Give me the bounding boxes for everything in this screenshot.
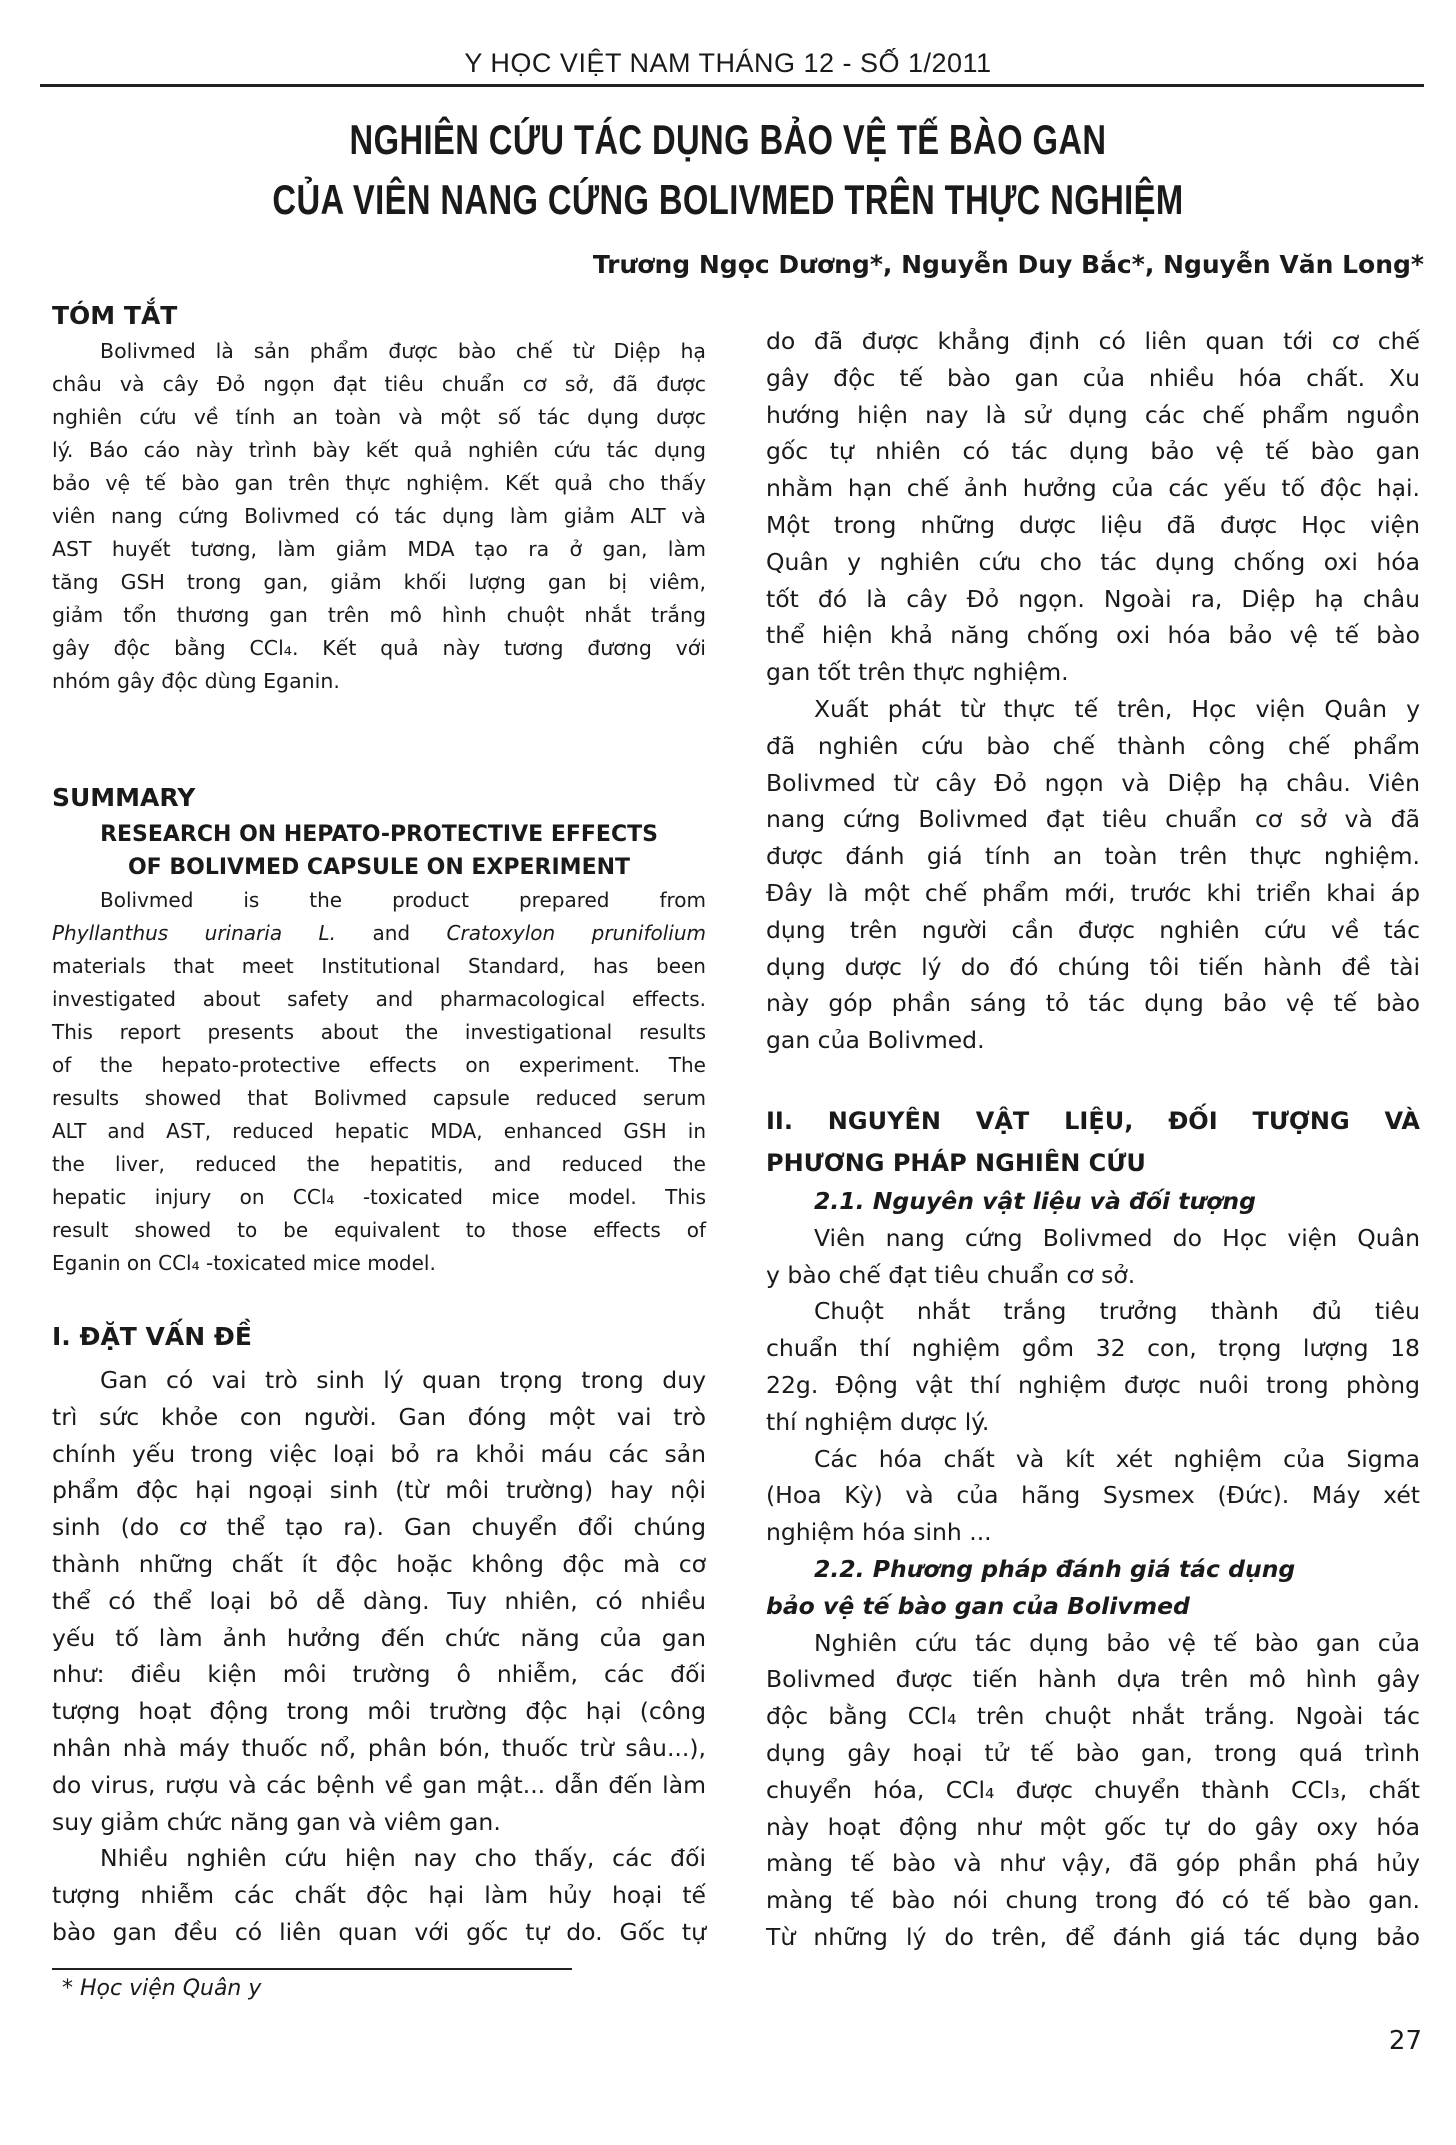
text-line: sinh (do cơ thể tạo ra). Gan chuyển đổi chúng [52,1513,706,1542]
section-2-text [766,1183,1420,1956]
running-header: Y HỌC VIỆT NAM THÁNG 12 - SỐ 1/2011 [464,48,992,78]
text-line: độc bằng CCl₄ trên chuột nhắt trắng. Ngoài tác [766,1702,1420,1731]
species-name: Phyllanthus urinaria L. [52,921,337,945]
text-line: tượng hoạt động trong môi trường độc hại (công [52,1697,706,1726]
text-line: viên nang cứng Bolivmed có tác dụng làm giảm ALT và [52,504,706,528]
text-line: chuyển hóa, CCl₄ được chuyển thành CCl₃, chất [766,1775,1420,1804]
text-line: 22g. Động vật thí nghiệm được nuôi trong phòng [766,1370,1420,1399]
text-line: the liver, reduced the hepatitis, and reduced the [52,1152,706,1176]
summary-title-line-1: RESEARCH ON HEPATO-PROTECTIVE EFFECTS [100,822,658,847]
text-line: Nhiều nghiên cứu hiện nay cho thấy, các đối [100,1844,706,1873]
text-line: do đã được khẳng định có liên quan tới cơ chế [766,327,1420,355]
text-line: trì sức khỏe con người. Gan đóng một vai trò [52,1402,706,1431]
subsection-heading: 2.1. Nguyên vật liệu và đối tượng [814,1187,1256,1215]
text-line: dụng dược lý do đó chúng tôi tiến hành đề tài [766,952,1420,981]
text-line: nhóm gây độc dùng Eganin. [52,669,340,693]
text-line: Gan có vai trò sinh lý quan trọng trong duy [100,1366,706,1394]
text-line: màng tế bào nói chung trong đó có tế bào gan. [766,1886,1420,1915]
text-line: do virus, rượu và các bệnh về gan mật... dẫn đến làm [52,1770,706,1799]
section-1-heading: I. ĐẶT VẤN ĐỀ [52,1322,252,1351]
text-line: thể hiện khả năng chống oxi hóa bảo vệ tế bào [766,621,1420,650]
text-line: châu và cây Đỏ ngọn đạt tiêu chuẩn cơ sở, đã được [52,372,706,396]
text-line: Bolivmed từ cây Đỏ ngọn và Diệp hạ châu. Viên [766,768,1420,797]
text-line: dụng gây hoại tử tế bào gan, trong quá trình [766,1738,1420,1767]
text-line: tăng GSH trong gan, giảm khối lượng gan bị viêm, [52,570,706,594]
text-line: Quân y nghiên cứu cho tác dụng chống oxi hóa [766,547,1420,576]
text-line: Từ những lý do trên, để đánh giá tác dụng bảo [766,1922,1420,1951]
summary-text [52,884,706,1280]
text-line: Các hóa chất và kít xét nghiệm của Sigma [814,1444,1420,1473]
section-2-heading-line-2: PHƯƠNG PHÁP NGHIÊN CỨU [766,1149,1146,1177]
article-title-line-2: CỦA VIÊN NANG CỨNG BOLIVMED TRÊN THỰC NGHIỆM [272,176,1184,223]
text-line: Chuột nhắt trắng trưởng thành đủ tiêu [814,1297,1420,1326]
text-line: Nghiên cứu tác dụng bảo vệ tế bào gan của [814,1628,1420,1657]
text-line: như: điều kiện môi trường ô nhiễm, các đối [52,1660,706,1689]
text-line: phẩm độc hại ngoại sinh (từ môi trường) hay nội [52,1476,706,1505]
text-line [52,917,706,950]
section-2-heading-line-1: II. NGUYÊN VẬT LIỆU, ĐỐI TƯỢNG VÀ [766,1107,1420,1135]
text-line: này góp phần sáng tỏ tác dụng bảo vệ tế bào [766,989,1420,1018]
text-line: giảm tổn thương gan trên mô hình chuột nhắt trắng [52,603,706,627]
article-title-line-1: NGHIÊN CỨU TÁC DỤNG BẢO VỆ TẾ BÀO GAN [349,116,1107,163]
text-line: được đánh giá tính an toàn trên thực nghiệm. [766,842,1420,871]
text-line: thí nghiệm dược lý. [766,1407,990,1436]
text-line: hướng hiện nay là sử dụng các chế phẩm nguồn [766,400,1420,429]
species-name: Cratoxylon prunifolium [446,921,707,945]
summary-title-line-2: OF BOLIVMED CAPSULE ON EXPERIMENT [127,855,631,880]
text-line: of the hepato-protective effects on experiment. The [52,1053,706,1077]
abstract-heading: TÓM TẮT [52,301,178,330]
text-line: bảo vệ tế bào gan trên thực nghiệm. Kết quả cho thấy [52,471,706,495]
text-line: Bolivmed is the product prepared from [100,888,706,912]
text-line: y bào chế đạt tiêu chuẩn cơ sở. [766,1260,1136,1289]
text-line: nghiệm hóa sinh ... [766,1518,992,1547]
text-line: nang cứng Bolivmed đạt tiêu chuẩn cơ sở và đã [766,805,1420,834]
text-line: bào gan đều có liên quan với gốc tự do. Gốc tự [52,1917,706,1946]
text-line: Bolivmed là sản phẩm được bào chế từ Diệp hạ [100,339,706,363]
footnote-rule [52,1968,572,1970]
text-line: nhằm hạn chế ảnh hưởng của các yếu tố độc hại. [766,474,1420,503]
text-line: hepatic injury on CCl₄ -toxicated mice model. This [52,1185,706,1209]
abstract-text [52,335,706,698]
text-line: Đây là một chế phẩm mới, trước khi triển khai áp [766,878,1420,907]
text-line: thành những chất ít độc hoặc không độc mà cơ [52,1549,706,1578]
text-line: Xuất phát từ thực tế trên, Học viện Quân y [814,694,1420,723]
text-segment: and [336,921,447,945]
text-line: yếu tố làm ảnh hưởng đến chức năng của gan [52,1623,706,1652]
text-line: chính yếu trong việc loại bỏ ra khỏi máu các sản [52,1439,706,1468]
text-line: nhân nhà máy thuốc nổ, phân bón, thuốc trừ sâu...), [52,1733,706,1762]
text-line: Viên nang cứng Bolivmed do Học viện Quân [814,1223,1420,1252]
right-column-intro-text [766,323,1420,1059]
text-line: gây độc bằng CCl₄. Kết quả này tương đương với [52,636,706,660]
text-line: chuẩn thí nghiệm gồm 32 con, trọng lượng 18 [766,1334,1420,1363]
subsection-heading: 2.2. Phương pháp đánh giá tác dụng [814,1554,1296,1583]
text-line: lý. Báo cáo này trình bày kết quả nghiên cứu tác dụng [52,438,706,462]
text-line: tượng nhiễm các chất độc hại làm hủy hoại tế [52,1881,706,1910]
text-line: suy giảm chức năng gan và viêm gan. [52,1807,501,1836]
text-line: investigated about safety and pharmacological effects. [52,987,706,1011]
text-line: gan tốt trên thực nghiệm. [766,658,1069,687]
page-number: 27 [1388,2026,1422,2056]
text-line: Bolivmed được tiến hành dựa trên mô hình gây [766,1665,1420,1694]
footnote: * Học viện Quân y [62,1976,262,2001]
subsection-heading: bảo vệ tế bào gan của Bolivmed [766,1591,1190,1620]
text-line: results showed that Bolivmed capsule reduced serum [52,1086,706,1110]
text-line: This report presents about the investigational results [52,1020,706,1044]
text-line: Một trong những dược liệu đã được Học viện [766,510,1420,539]
text-line: thể có thể loại bỏ dễ dàng. Tuy nhiên, có nhiều [52,1586,706,1615]
text-line: result showed to be equivalent to those effects of [52,1218,706,1242]
text-line: (Hoa Kỳ) và của hãng Sysmex (Đức). Máy xét [766,1481,1420,1510]
text-line: màng tế bào và như vậy, đã góp phần phá hủy [766,1849,1420,1878]
text-line: gây độc tế bào gan của nhiều hóa chất. Xu [766,363,1420,392]
section-1-text [52,1362,706,1951]
header-rule [40,84,1424,87]
text-line: tốt đó là cây Đỏ ngọn. Ngoài ra, Diệp hạ châu [766,584,1420,613]
text-line: gốc tự nhiên có tác dụng bảo vệ tế bào gan [766,437,1420,466]
text-line: dụng trên người cần được nghiên cứu về tác [766,915,1420,944]
summary-heading: SUMMARY [52,783,196,812]
text-line: ALT and AST, reduced hepatic MDA, enhanced GSH in [52,1119,706,1143]
text-line: Eganin on CCl₄ -toxicated mice model. [52,1251,436,1275]
authors: Trương Ngọc Dương*, Nguyễn Duy Bắc*, Nguyễn Văn Long* [592,250,1424,279]
text-line: nghiên cứu về tính an toàn và một số tác dụng dược [52,405,706,429]
text-line: materials that meet Institutional Standard, has been [52,954,706,978]
text-line: này hoạt động như một gốc tự do gây oxy hóa [766,1812,1420,1841]
text-line: AST huyết tương, làm giảm MDA tạo ra ở gan, làm [52,537,706,561]
text-line: gan của Bolivmed. [766,1026,985,1055]
text-line: đã nghiên cứu bào chế thành công chế phẩm [766,731,1420,760]
